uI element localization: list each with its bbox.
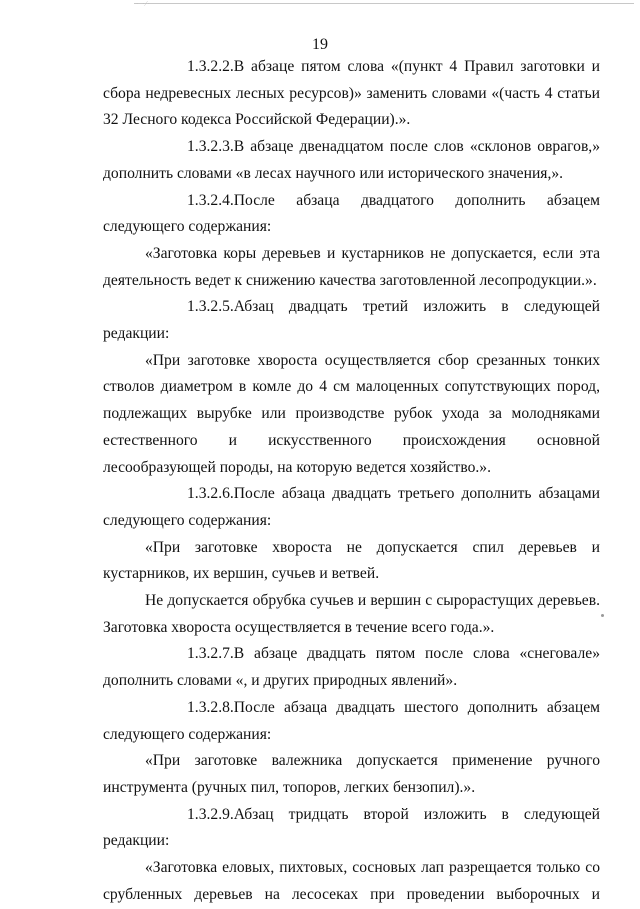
scan-top-edge xyxy=(134,3,634,4)
clause-number: 1.3.2.4. xyxy=(187,191,234,209)
paragraph-text: После абзаца двадцать третьего дополнить абзацами следующего содержания: xyxy=(103,485,600,529)
paragraph-text: «При заготовке валежника допускается применение ручного инструмента (ручных пил, топоров, легких бензопил).». xyxy=(103,752,600,796)
paragraph-1-3-2-8 xyxy=(103,695,600,748)
page-number: 19 xyxy=(312,36,328,53)
clause-number: 1.3.2.3. xyxy=(187,138,234,156)
document-body xyxy=(103,54,600,909)
clause-number: 1.3.2.2. xyxy=(187,58,234,75)
quoted-paragraph-bark xyxy=(103,241,600,294)
paragraph-text: «При заготовке хвороста осуществляется сбор срезанных тонких стволов диаметром в комле до 4 см малоценных сопутствующих пород, подлежащих вырубке или производстве рубок ухода за молодняками естественного и искусственного происхождения основной лесообразующей породы, на которую ведется хозяйство.». xyxy=(103,351,600,476)
paragraph-1-3-2-2 xyxy=(103,54,600,134)
paragraph-no-pruning xyxy=(103,588,600,641)
quoted-paragraph-branches xyxy=(103,855,600,908)
paragraph-text: «Заготовка коры деревьев и кустарников не допускается, если эта деятельность ведет к снижению качества заготовленной лесопродукции.». xyxy=(103,244,600,289)
paragraph-text: Не допускается обрубка сучьев и вершин с сырорастущих деревьев. Заготовка хвороста осуществляется в течение всего года.». xyxy=(103,592,600,636)
paragraph-text: «Заготовка еловых, пихтовых, сосновых лап разрещается только со срубленных деревьев на лесосеках при проведении выборочных и xyxy=(103,859,600,903)
paragraph-text: После абзаца двадцать шестого дополнить абзацем следующего содержания: xyxy=(103,698,600,743)
paragraph-1-3-2-7 xyxy=(103,641,600,694)
paragraph-1-3-2-6 xyxy=(103,481,600,534)
clause-number: 1.3.2.7. xyxy=(187,645,234,663)
paragraph-1-3-2-3 xyxy=(103,134,600,187)
paragraph-text: Абзац тридцать второй изложить в следующей редакции: xyxy=(103,805,600,850)
paragraph-text: Абзац двадцать третий изложить в следующей редакции: xyxy=(103,298,600,343)
clause-number: 1.3.2.9. xyxy=(187,805,234,823)
paragraph-text: В абзаце двенадцатом после слов «склонов оврагов,» дополнить словами «в лесах научного или исторического значения,». xyxy=(103,138,600,182)
quoted-paragraph-deadwood xyxy=(103,748,600,801)
scan-header-mark: · ·⁄· xyxy=(136,0,151,8)
paragraph-1-3-2-4 xyxy=(103,188,600,241)
paragraph-text: В абзаце двадцать пятом после слова «снеговале» дополнить словами «, и других природных явлений». xyxy=(103,645,600,690)
paragraph-text: В абзаце пятом слова «(пункт 4 Правил заготовки и сбора недревесных лесных ресурсов)» заменить словами «(часть 4 статьи 32 Лесного кодекса Российской Федерации).». xyxy=(103,58,600,129)
paragraph-text: После абзаца двадцатого дополнить абзацем следующего содержания: xyxy=(103,191,600,236)
paragraph-1-3-2-9 xyxy=(103,802,600,855)
clause-number: 1.3.2.6. xyxy=(187,485,234,503)
paragraph-1-3-2-5 xyxy=(103,294,600,347)
scan-speck xyxy=(601,614,604,617)
clause-number: 1.3.2.8. xyxy=(187,698,234,716)
clause-number: 1.3.2.5. xyxy=(187,298,234,316)
quoted-paragraph-brushwood xyxy=(103,348,600,482)
quoted-paragraph-no-cutting xyxy=(103,535,600,588)
paragraph-text: «При заготовке хвороста не допускается спил деревьев и кустарников, их вершин, сучьев и ветвей. xyxy=(103,538,600,583)
